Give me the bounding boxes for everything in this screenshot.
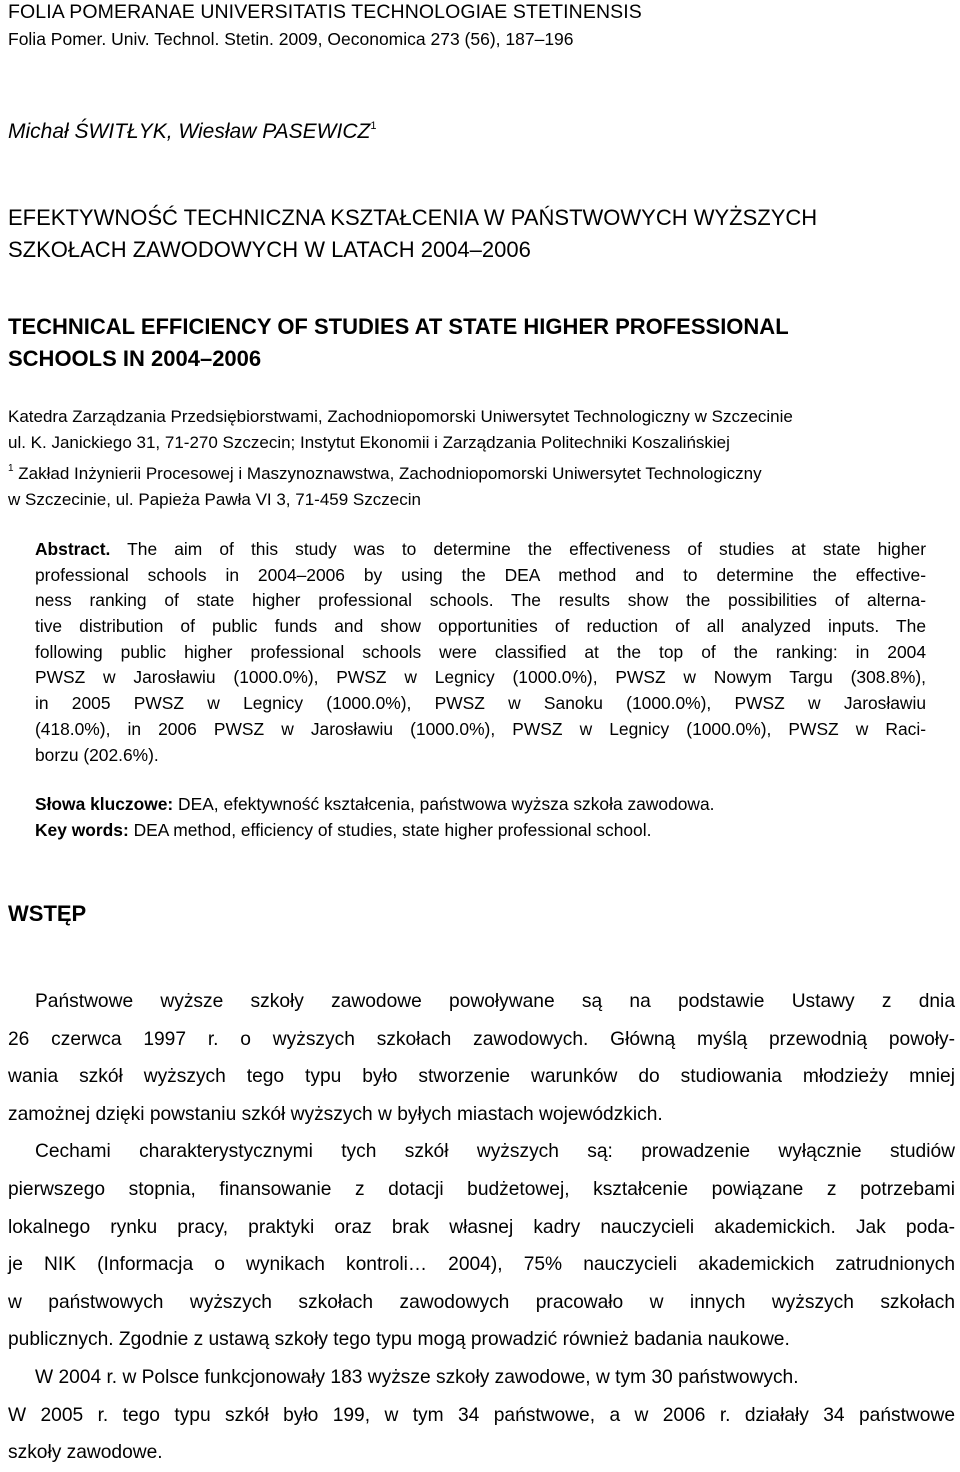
body-line: W 2004 r. w Polsce funkcjonowały 183 wyższe szkoły zawodowe, w tym 30 państwowych.: [35, 1366, 799, 1388]
body-line: zamożnej dzięki powstaniu szkół wyższych w byłych miastach wojewódzkich.: [8, 1103, 663, 1125]
keywords-polish: [35, 791, 714, 817]
body-line: publicznych. Zgodnie z ustawą szkoły tego typu mogą prowadzić również badania naukowe.: [8, 1329, 790, 1351]
abstract: [35, 537, 926, 768]
title-english-line-1: TECHNICAL EFFICIENCY OF STUDIES AT STATE HIGHER PROFESSIONAL: [8, 314, 789, 339]
abstract-line: PWSZ w Jarosławiu (1000.0%), PWSZ w Legnicy (1000.0%), PWSZ w Nowym Targu (308.8%),: [35, 667, 926, 688]
abstract-line: tive distribution of public funds and show opportunities of reduction of all analyzed inputs. The: [35, 616, 926, 637]
body-line: szkoły zawodowe.: [8, 1442, 163, 1464]
body-line: wania szkół wyższych tego typu było stworzenie warunków do studiowania młodzieży mniej: [8, 1066, 955, 1088]
abstract-line: (418.0%), in 2006 PWSZ w Jarosławiu (1000.0%), PWSZ w Legnicy (1000.0%), PWSZ w Raci-: [35, 718, 926, 739]
body-text: [8, 983, 955, 1472]
body-line: je NIK (Informacja o wynikach kontroli… 2004), 75% nauczycieli akademickich zatrudnionych: [8, 1254, 955, 1276]
body-line: W 2005 r. tego typu szkół było 199, w tym 34 państwowe, a w 2006 r. działały 34 państwowe: [8, 1404, 955, 1426]
keywords-english-label: Key words:: [35, 820, 129, 840]
body-line: Państwowe wyższe szkoły zawodowe powoływane są na podstawie Ustawy z dnia: [35, 991, 955, 1012]
keywords-polish-text: DEA, efektywność kształcenia, państwowa wyższa szkoła zawodowa.: [173, 794, 715, 814]
author-footnote-mark: 1: [370, 120, 377, 132]
keywords-english: [35, 817, 714, 843]
affiliation-footnote-mark: 1: [8, 463, 14, 474]
body-line: Cechami charakterystycznymi tych szkół wyższych są: prowadzenie wyłącznie studiów: [35, 1141, 955, 1163]
affiliation-line-1: Katedra Zarządzania Przedsiębiorstwami, Zachodniopomorski Uniwersytet Technologiczny w Szczecinie: [8, 407, 793, 426]
body-line: pierwszego stopnia, finansowanie z dotacji budżetowej, kształcenie powiązane z potrzebami: [8, 1178, 955, 1200]
affiliation-line-2: ul. K. Janickiego 31, 71-270 Szczecin; Instytut Ekonomii i Zarządzania Politechniki Koszalińskiej: [8, 433, 730, 452]
abstract-line-text: The aim of this study was to determine the effectiveness of studies at state higher: [110, 539, 926, 559]
abstract-line: [35, 537, 926, 563]
section-heading: WSTĘP: [8, 901, 87, 926]
journal-title: FOLIA POMERANAE UNIVERSITATIS TECHNOLOGIAE STETINENSIS: [8, 1, 642, 23]
affiliations: [8, 404, 793, 513]
abstract-line: borzu (202.6%).: [35, 744, 159, 765]
author-line: [8, 112, 376, 146]
author-names: Michał ŚWITŁYK, Wiesław PASEWICZ: [8, 120, 371, 143]
journal-citation: Folia Pomer. Univ. Technol. Stetin. 2009, Oeconomica 273 (56), 187–196: [8, 29, 574, 49]
body-line: 26 czerwca 1997 r. o wyższych szkołach zawodowych. Główną myślą przewodnią powoły-: [8, 1028, 955, 1050]
title-polish-line-1: EFEKTYWNOŚĆ TECHNICZNA KSZTAŁCENIA W PAŃSTWOWYCH WYŻSZYCH: [8, 205, 818, 230]
body-line: w państwowych wyższych szkołach zawodowych pracowało w innych wyższych szkołach: [8, 1291, 955, 1313]
affiliation-line-3-text: Zakład Inżynierii Procesowej i Maszynoznawstwa, Zachodniopomorski Uniwersytet Technologiczny: [13, 464, 762, 483]
affiliation-line-3: [8, 456, 793, 487]
title-english-line-2: SCHOOLS IN 2004–2006: [8, 346, 262, 371]
abstract-line: ness ranking of state higher professional schools. The results show the possibilities of alterna-: [35, 590, 926, 611]
title-polish-line-2: SZKOŁACH ZAWODOWYCH W LATACH 2004–2006: [8, 237, 531, 262]
abstract-label: Abstract.: [35, 539, 111, 559]
keywords-english-text: DEA method, efficiency of studies, state higher professional school.: [128, 820, 652, 840]
abstract-line: professional schools in 2004–2006 by using the DEA method and to determine the effective-: [35, 564, 926, 585]
title-polish: [8, 202, 817, 266]
body-line: lokalnego rynku pracy, praktyki oraz brak własnej kadry nauczycieli akademickich. Jak poda-: [8, 1216, 955, 1238]
abstract-line: in 2005 PWSZ w Legnicy (1000.0%), PWSZ w Sanoku (1000.0%), PWSZ w Jarosławiu: [35, 693, 926, 714]
title-english: [8, 311, 789, 375]
keywords: [35, 791, 714, 843]
abstract-line: following public higher professional schools were classified at the top of the ranking: in 2004: [35, 641, 926, 662]
affiliation-line-4: w Szczecinie, ul. Papieża Pawła VI 3, 71-459 Szczecin: [8, 490, 421, 509]
keywords-polish-label: Słowa kluczowe:: [35, 794, 174, 814]
